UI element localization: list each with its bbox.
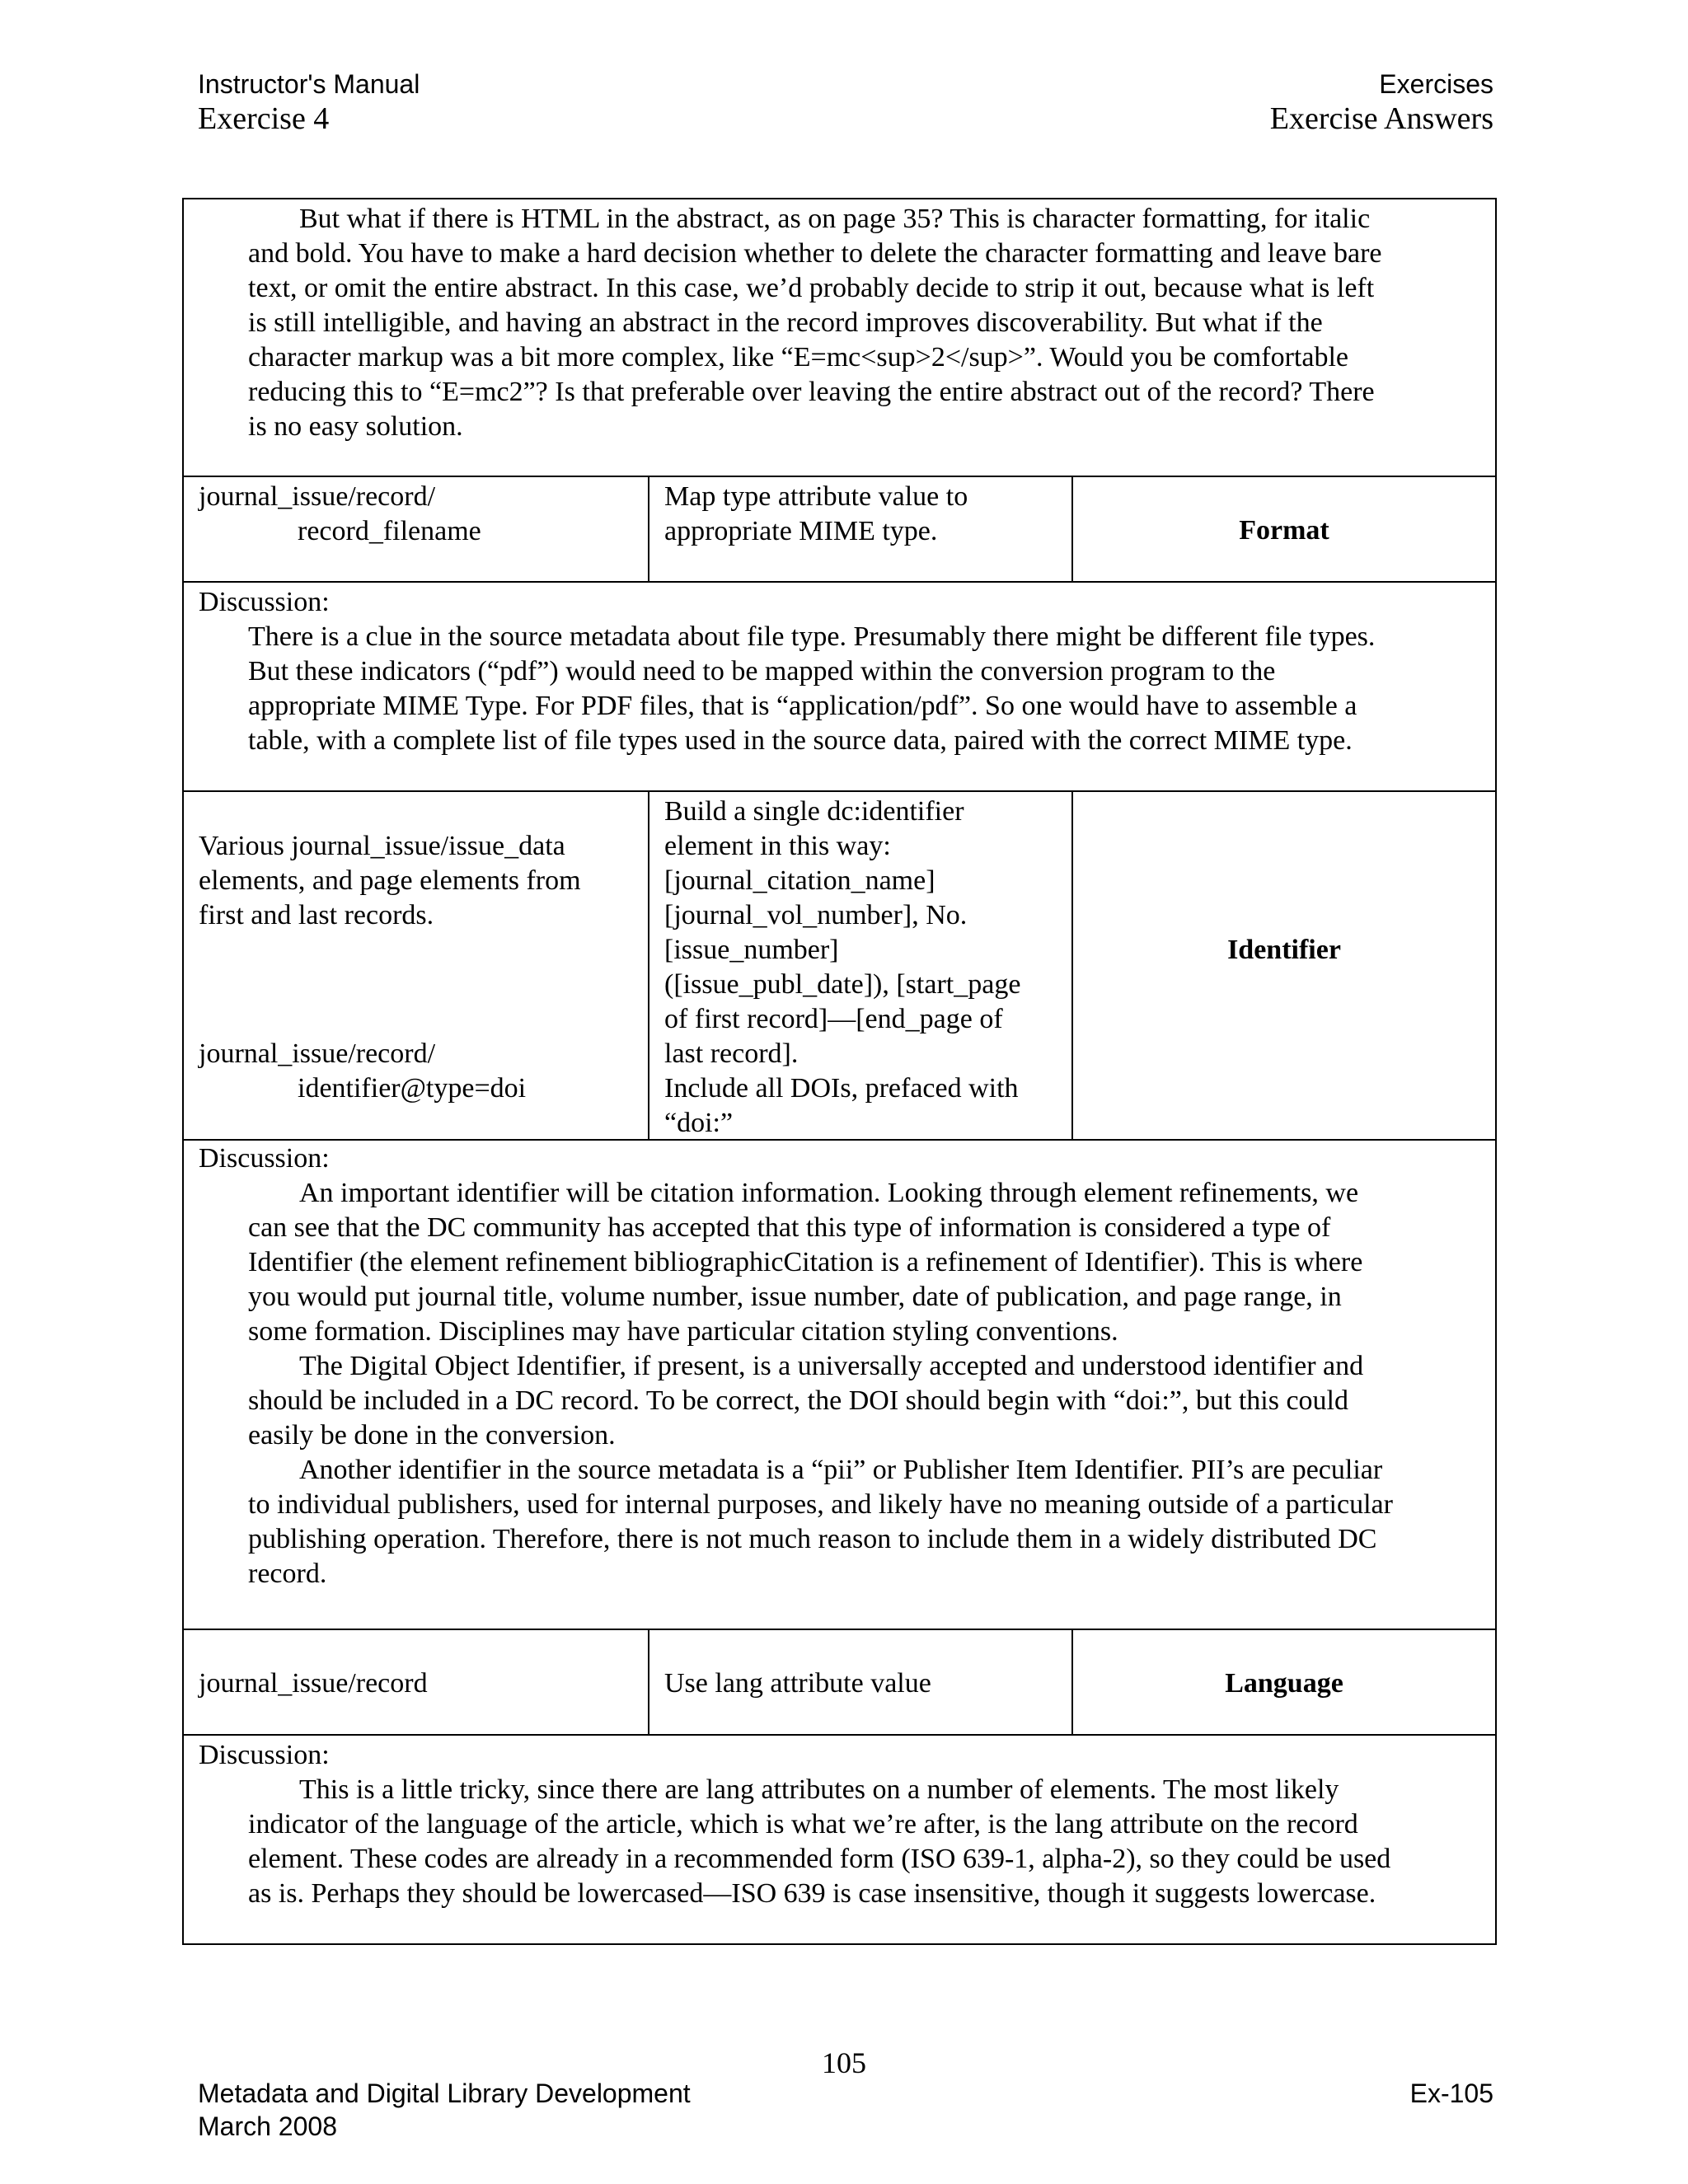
source-path: elements, and page elements from <box>199 865 581 896</box>
intro-line: and bold. You have to make a hard decision whether to delete the character formatting and leave bare <box>248 238 1382 269</box>
running-header-left <box>198 68 420 137</box>
discussion-line: indicator of the language of the article, which is what we’re after, is the lang attribute on the record <box>248 1809 1358 1840</box>
section-subtitle: Exercise Answers <box>1269 101 1493 136</box>
discussion-line: you would put journal title, volume number, issue number, date of publication, and page range, in <box>248 1282 1342 1312</box>
dc-element-name: Language <box>1225 1668 1343 1699</box>
intro-discussion-cell <box>182 198 1497 477</box>
mapping-rule: last record]. <box>664 1038 799 1069</box>
discussion-line: But these indicators (“pdf”) would need to be mapped within the conversion program to the <box>248 656 1276 687</box>
manual-title: Instructor's Manual <box>198 69 420 99</box>
discussion-line: element. These codes are already in a recommended form (ISO 639-1, alpha-2), so they could be used <box>248 1844 1391 1874</box>
mapping-rule: element in this way: <box>664 831 891 861</box>
source-path: record_filename <box>298 516 481 546</box>
format-discussion-cell <box>182 581 1497 792</box>
mapping-rule: Use lang attribute value <box>664 1668 931 1699</box>
mapping-rule: [journal_citation_name] <box>664 865 935 896</box>
discussion-line: some formation. Disciplines may have particular citation styling conventions. <box>248 1316 1118 1347</box>
course-title: Metadata and Digital Library Development <box>198 2079 691 2108</box>
mapping-rule: of first record]—[end_page of <box>664 1004 1003 1034</box>
mapping-rule: Map type attribute value to <box>664 481 968 512</box>
language-rule-cell <box>648 1629 1073 1736</box>
running-footer-right <box>1410 2077 1493 2110</box>
discussion-line: appropriate MIME Type. For PDF files, that is “application/pdf”. So one would have to assemble a <box>248 691 1357 721</box>
mapping-rule: Build a single dc:identifier <box>664 796 964 827</box>
mapping-rule: ([issue_publ_date]), [start_page <box>664 969 1021 1000</box>
discussion-line: record. <box>248 1558 327 1589</box>
mapping-rule: [issue_number] <box>664 935 839 965</box>
discussion-line: should be included in a DC record. To be correct, the DOI should begin with “doi:”, but this could <box>248 1385 1348 1416</box>
format-element-cell <box>1071 476 1497 583</box>
discussion-line: The Digital Object Identifier, if present, is a universally accepted and understood identifier and <box>299 1351 1364 1381</box>
intro-line: reducing this to “E=mc2”? Is that preferable over leaving the entire abstract out of the record? There <box>248 377 1375 407</box>
intro-line: character markup was a bit more complex, like “E=mc<sup>2</sup>”. Would you be comfortable <box>248 342 1348 373</box>
discussion-heading: Discussion: <box>199 587 330 617</box>
discussion-line: An important identifier will be citation information. Looking through element refinements, we <box>299 1178 1359 1208</box>
discussion-line: as is. Perhaps they should be lowercased—ISO 639 is case insensitive, though it suggests lowercase. <box>248 1878 1376 1909</box>
discussion-line: table, with a complete list of file types used in the source data, paired with the correct MIME type. <box>248 725 1353 756</box>
intro-line: But what if there is HTML in the abstract, as on page 35? This is character formatting, for italic <box>299 204 1371 234</box>
exercise-number: Exercise 4 <box>198 101 330 136</box>
identifier-discussion-cell <box>182 1139 1497 1630</box>
discussion-line: easily be done in the conversion. <box>248 1420 616 1451</box>
identifier-source-cell <box>182 790 649 1141</box>
discussion-line: publishing operation. Therefore, there is not much reason to include them in a widely distributed DC <box>248 1524 1377 1554</box>
running-header-right <box>1270 68 1493 137</box>
language-element-cell <box>1071 1629 1497 1736</box>
discussion-line: Another identifier in the source metadata is a “pii” or Publisher Item Identifier. PII’s are peculiar <box>299 1455 1383 1485</box>
discussion-heading: Discussion: <box>199 1740 330 1770</box>
discussion-line: There is a clue in the source metadata about file type. Presumably there might be different file types. <box>248 621 1376 652</box>
source-path: journal_issue/record/ <box>199 1038 436 1069</box>
discussion-heading: Discussion: <box>199 1143 330 1174</box>
section-title: Exercises <box>1379 69 1493 99</box>
format-rule-cell <box>648 476 1073 583</box>
publication-date: March 2008 <box>198 2111 337 2141</box>
source-path: journal_issue/record <box>199 1668 428 1699</box>
mapping-rule: “doi:” <box>664 1108 734 1138</box>
mapping-rule: [journal_vol_number], No. <box>664 900 968 930</box>
exercise-page-code: Ex-105 <box>1409 2079 1493 2108</box>
mapping-rule: appropriate MIME type. <box>664 516 938 546</box>
mapping-rule: Include all DOIs, prefaced with <box>664 1073 1019 1104</box>
language-discussion-cell <box>182 1734 1497 1945</box>
intro-line: is no easy solution. <box>248 411 463 442</box>
intro-line: is still intelligible, and having an abstract in the record improves discoverability. But what if the <box>248 307 1323 338</box>
source-path: journal_issue/record/ <box>199 481 436 512</box>
identifier-element-cell <box>1071 790 1497 1141</box>
source-path: Various journal_issue/issue_data <box>199 831 565 861</box>
discussion-line: This is a little tricky, since there are lang attributes on a number of elements. The most likely <box>299 1774 1339 1805</box>
running-footer-left <box>198 2077 691 2143</box>
language-source-cell <box>182 1629 649 1736</box>
source-path: first and last records. <box>199 900 434 930</box>
discussion-line: to individual publishers, used for internal purposes, and likely have no meaning outside of a particular <box>248 1489 1393 1520</box>
format-source-cell <box>182 476 649 583</box>
discussion-line: Identifier (the element refinement bibliographicCitation is a refinement of Identifier). This is where <box>248 1247 1363 1277</box>
page-number: 105 <box>822 2046 866 2079</box>
discussion-line: can see that the DC community has accepted that this type of information is considered a type of <box>248 1212 1331 1243</box>
source-path: identifier@type=doi <box>298 1073 527 1104</box>
dc-element-name: Format <box>1239 515 1329 546</box>
intro-line: text, or omit the entire abstract. In this case, we’d probably decide to strip it out, because what is left <box>248 273 1375 303</box>
identifier-rule-cell <box>648 790 1073 1141</box>
dc-element-name: Identifier <box>1227 935 1341 965</box>
